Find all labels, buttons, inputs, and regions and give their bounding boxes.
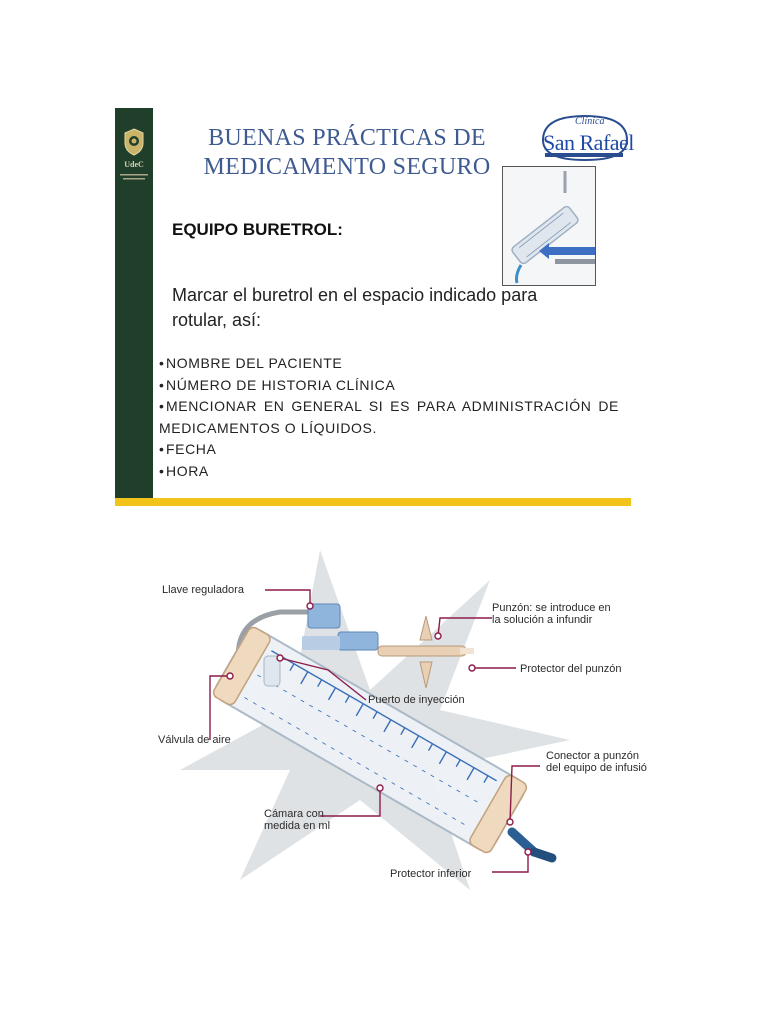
- sidebar: [115, 108, 153, 500]
- label-puerto-inyeccion: Puerto de inyección: [368, 694, 465, 706]
- label-llave-reguladora: Llave reguladora: [162, 584, 244, 596]
- regulator-valve-shape: [302, 604, 378, 650]
- label-protector-punzon: Protector del punzón: [520, 663, 622, 675]
- clinic-logo-top: Clínica: [575, 116, 605, 127]
- list-item: •NOMBRE DEL PACIENTE: [159, 355, 343, 371]
- label-punzon: Punzón: se introduce en la solución a infundir: [492, 602, 611, 626]
- university-crest-icon: [123, 128, 145, 156]
- label-fields-list: [159, 353, 619, 482]
- sidebar-logo-tagline: [117, 172, 151, 182]
- clinic-logo-main: San Rafael: [543, 130, 634, 155]
- label-valvula-aire: Válvula de aire: [158, 734, 231, 746]
- list-item: •MENCIONAR EN GENERAL SI ES PARA ADMINISTRACIÓN DE MEDICAMENTOS O LÍQUIDOS.: [159, 398, 619, 436]
- buretrol-photo-illustration: [503, 167, 595, 285]
- clinic-logo: [537, 110, 634, 164]
- label-camara: Cámara con medida en ml: [264, 808, 331, 832]
- list-item: •FECHA: [159, 441, 217, 457]
- label-protector-inferior: Protector inferior: [390, 868, 472, 880]
- instruction-text: Marcar el buretrol en el espacio indicado para rotular, así:: [172, 285, 538, 330]
- buretrol-diagram: [140, 540, 680, 900]
- slide-title-line2: MEDICAMENTO SEGURO: [203, 154, 491, 180]
- label-conector: Conector a punzón del equipo de infusió: [546, 750, 647, 774]
- list-item: •HORA: [159, 462, 209, 479]
- list-item: •NÚMERO DE HISTORIA CLÍNICA: [159, 376, 396, 393]
- section-heading: EQUIPO BURETROL:: [172, 220, 343, 239]
- slide-title-line1: BUENAS PRÁCTICAS DE: [208, 125, 486, 151]
- accent-bar: [115, 498, 631, 506]
- buretrol-photo: [502, 166, 596, 286]
- slide-title: [197, 124, 497, 182]
- sidebar-logo-text: UdeC: [124, 160, 144, 169]
- slide: [115, 108, 634, 506]
